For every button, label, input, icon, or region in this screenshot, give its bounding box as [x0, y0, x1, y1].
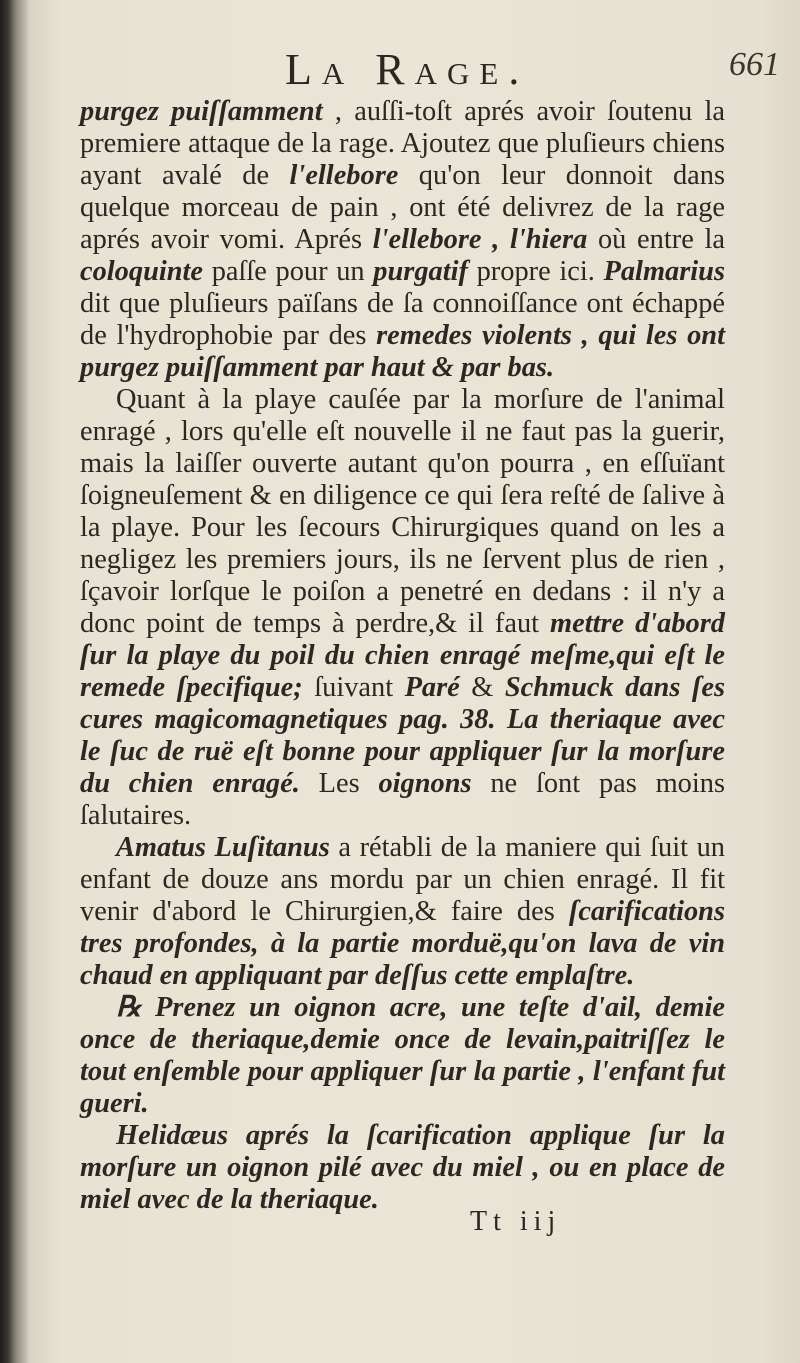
text-run: & — [459, 672, 505, 703]
italic-run: ℞ Prenez un oignon acre, une teſte d'ail, demie once de theriaque,demie once de levain,paitriſſez le tout enſemble pour appliquer ſur la partie , l'enfant fut gueri. — [80, 992, 725, 1119]
text-run: qu'on leur donnoit dans quelque morceau de pain , ont été delivrez de la rage aprés avoir vomi. Aprés — [80, 160, 725, 255]
paragraph — [80, 832, 725, 992]
italic-run: remedes violents , qui les ont purgez puiſſamment par haut & par bas. — [80, 320, 725, 383]
text-run: ne ſont pas moins ſalutaires. — [80, 768, 726, 831]
italic-run: Palmarius — [603, 256, 725, 287]
italic-run: Paré — [404, 672, 460, 703]
italic-run: l'ellebore , l'hiera — [372, 224, 588, 255]
text-run: dit que pluſieurs païſans de ſa connoiſſance ont échappé de l'hydrophobie par des — [80, 288, 725, 351]
text-run: propre ici. — [467, 256, 604, 287]
body-text — [80, 96, 725, 1216]
italic-run: purgatif — [373, 256, 468, 287]
paragraph — [80, 992, 725, 1120]
paragraph — [80, 96, 725, 384]
signature-mark: Tt iij — [470, 1206, 562, 1237]
page-number: 661 — [729, 46, 780, 83]
italic-run: coloquinte — [80, 256, 204, 287]
text-run: Les — [299, 768, 379, 799]
italic-run: mettre d'abord ſur la playe du poil du chien enragé meſme,qui eſt le remede ſpecifique; — [80, 608, 725, 703]
italic-run: Helidæus aprés la ſcarification applique ſur la morſure un oignon pilé avec du miel , ou en place de miel avec de la theriaque. — [80, 1120, 725, 1215]
text-run: ſuivant — [302, 672, 405, 703]
italic-run: Amatus Luſitanus — [116, 832, 330, 863]
text-run: , auſſi-toſt aprés avoir ſoutenu la premiere attaque de la rage. Ajoutez que pluſieurs chiens ayant avalé de — [80, 96, 725, 191]
text-run: Quant à la playe cauſée par la morſure de l'animal enragé , lors qu'elle eſt nouvelle il ne faut pas la guerir, mais la laiſſer ouverte autant qu'on pourra , en eſſuïant ſoigneuſement & en diligence ce qui ſera reſté de ſalive à la playe. Pour les ſecours Chirurgiques quand on les a negligez les premiers jours, ils ne ſervent plus de rien , ſçavoir lorſque le poiſon a penetré en dedans : il n'y a donc point de temps à perdre,& il faut — [80, 384, 725, 639]
text-run: a rétabli de la maniere qui ſuit un enfant de douze ans mordu par un chien enragé. Il fit venir d'abord le Chirurgien,& faire des — [80, 832, 725, 927]
italic-run: ſcarifications tres profondes, à la partie morduë,qu'on lava de vin chaud en appliquant par deſſus cette emplaſtre. — [80, 896, 725, 991]
page-header — [60, 44, 790, 94]
paragraph — [80, 384, 725, 832]
running-title: La Rage. — [285, 45, 530, 94]
italic-run: purgez puiſſamment — [80, 96, 323, 127]
italic-run: oignons — [378, 768, 472, 799]
italic-run: l'ellebore — [289, 160, 399, 191]
text-run: où entre la — [587, 224, 725, 255]
text-run: paſſe pour un — [203, 256, 374, 287]
paragraph — [80, 1120, 725, 1216]
italic-run: Schmuck dans ſes cures magicomagnetiques pag. 38. La theriaque avec le ſuc de ruë eſt bonne pour appliquer ſur la morſure du chien enragé. — [80, 672, 725, 799]
